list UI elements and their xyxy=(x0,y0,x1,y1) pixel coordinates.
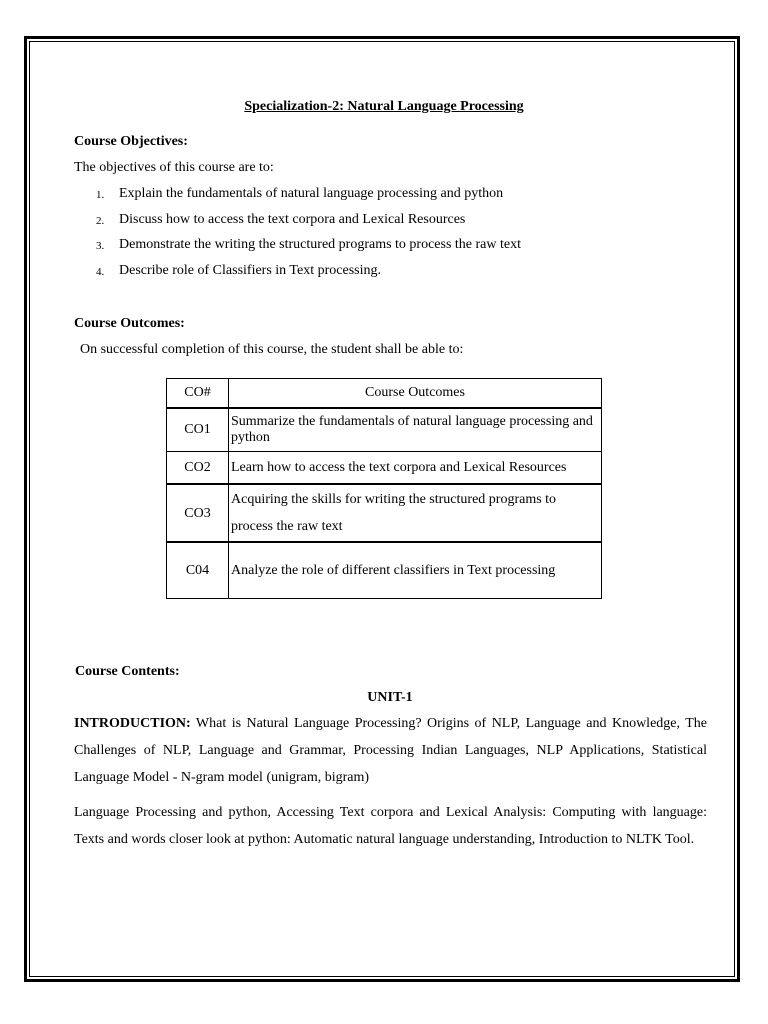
list-number: 1. xyxy=(96,189,105,201)
language-processing-paragraph: Language Processing and python, Accessing Text corpora and Lexical Analysis: Computing with language: Texts and words closer look at python: Automatic natural language understanding, Introduction to NLTK Tool. xyxy=(74,805,707,847)
table-cell-id: CO3 xyxy=(167,484,229,542)
page-title: Specialization-2: Natural Language Processing xyxy=(244,99,524,114)
table-header: Course Outcomes xyxy=(229,379,602,409)
outcomes-table xyxy=(166,378,602,599)
list-number: 3. xyxy=(96,240,105,252)
objectives-heading: Course Objectives: xyxy=(74,134,188,149)
list-number: 2. xyxy=(96,214,105,227)
table-row xyxy=(167,542,602,599)
table-header: CO# xyxy=(167,379,229,409)
list-text: Explain the fundamentals of natural language processing and python xyxy=(119,186,504,201)
table-cell-id: CO2 xyxy=(167,452,229,485)
table-row xyxy=(167,452,602,485)
list-item xyxy=(74,236,521,262)
unit-heading: UNIT-1 xyxy=(367,690,413,705)
list-text: Demonstrate the writing the structured programs to process the raw text xyxy=(119,237,521,252)
list-number: 4. xyxy=(96,265,105,278)
introduction-text: What is Natural Language Processing? Origins of NLP, Language and Knowledge, The Challenges of NLP, Language and Grammar, Processing Indian Languages, NLP Applications, Statistical Language Model - N-gram model (unigram, bigram) xyxy=(74,716,707,785)
introduction-paragraph xyxy=(74,710,707,791)
introduction-label: INTRODUCTION: xyxy=(74,716,191,731)
objectives-intro: The objectives of this course are to: xyxy=(74,160,274,175)
table-cell-id: C04 xyxy=(167,542,229,599)
table-header-row xyxy=(167,379,602,409)
outcomes-heading: Course Outcomes: xyxy=(74,316,185,331)
table-row xyxy=(167,408,602,452)
list-item xyxy=(74,185,521,211)
table-cell-text: Summarize the fundamentals of natural language processing and python xyxy=(229,408,602,452)
list-item xyxy=(74,262,521,288)
table-cell-text: Acquiring the skills for writing the structured programs to process the raw text xyxy=(229,484,602,542)
contents-heading: Course Contents: xyxy=(75,664,180,679)
table-cell-id: CO1 xyxy=(167,408,229,452)
table-cell-text: Learn how to access the text corpora and Lexical Resources xyxy=(229,452,602,485)
table-row xyxy=(167,484,602,542)
list-item xyxy=(74,211,521,237)
objectives-list xyxy=(74,185,521,287)
table-cell-text: Analyze the role of different classifiers in Text processing xyxy=(229,542,602,599)
list-text: Describe role of Classifiers in Text processing. xyxy=(119,262,381,278)
outcomes-intro: On successful completion of this course, the student shall be able to: xyxy=(80,342,464,357)
list-text: Discuss how to access the text corpora and Lexical Resources xyxy=(119,211,466,227)
